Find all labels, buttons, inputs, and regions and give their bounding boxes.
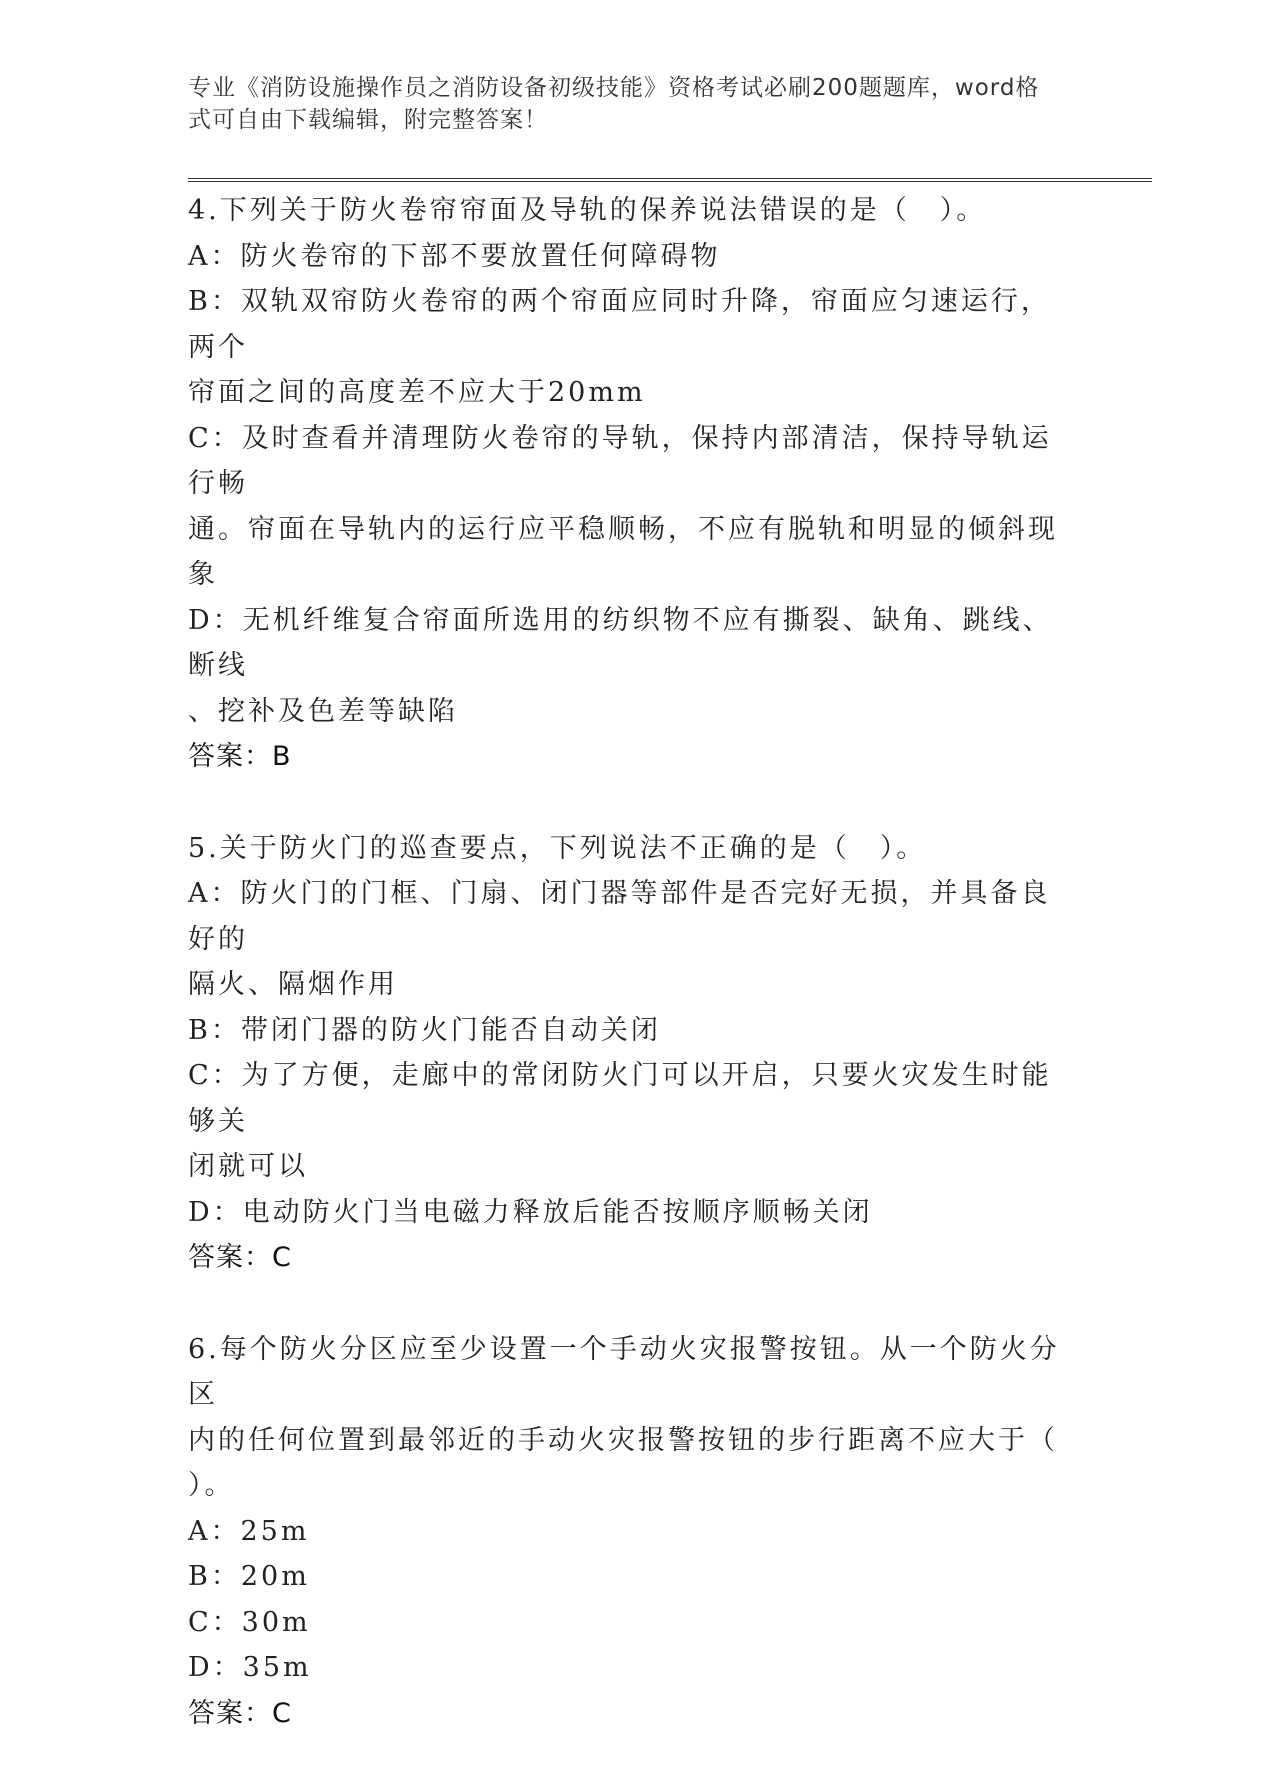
header-line-2: 式可自由下载编辑，附完整答案！ <box>188 107 548 133</box>
option-d-continued: 、挖补及色差等缺陷 <box>188 695 458 727</box>
answer-label: 答案：C <box>188 1242 292 1273</box>
option-b: B：双轨双帘防火卷帘的两个帘面应同时升降，帘面应匀速运行，两个 <box>188 286 1051 363</box>
option-c: C：及时查看并清理防火卷帘的导轨，保持内部清洁，保持导轨运行畅 <box>188 422 1052 499</box>
option-a: A：25m <box>188 1515 310 1547</box>
question-list <box>188 188 1068 1782</box>
option-b: B：带闭门器的防火门能否自动关闭 <box>188 1014 661 1046</box>
option-a: A：防火门的门框、门扇、闭门器等部件是否完好无损，并具备良好的 <box>188 878 1051 955</box>
option-b-continued: 帘面之间的高度差不应大于20mm <box>188 377 646 408</box>
question-6 <box>188 1327 1068 1737</box>
option-c-continued: 通。帘面在导轨内的运行应平稳顺畅，不应有脱轨和明显的倾斜现象 <box>188 513 1058 590</box>
question-4 <box>188 188 1068 780</box>
answer-label: 答案：B <box>188 741 292 772</box>
question-5 <box>188 826 1068 1281</box>
option-d: D：35m <box>188 1652 312 1683</box>
option-a-continued: 隔火、隔烟作用 <box>188 969 398 1000</box>
document-header <box>188 72 1068 136</box>
option-c: C：30m <box>188 1606 311 1638</box>
option-b: B：20m <box>188 1561 310 1592</box>
option-c: C：为了方便，走廊中的常闭防火门可以开启，只要火灾发生时能够关 <box>188 1060 1052 1137</box>
question-stem-end: ）。 <box>188 1470 235 1501</box>
question-stem: 6.每个防火分区应至少设置一个手动火灾报警按钮。从一个防火分区 <box>188 1333 1060 1410</box>
answer-label: 答案：C <box>188 1697 292 1729</box>
header-line-1: 专业《消防设施操作员之消防设备初级技能》资格考试必刷200题题库，word格 <box>188 75 1040 101</box>
header-divider <box>188 178 1152 182</box>
question-stem: 5.关于防火门的巡查要点，下列说法不正确的是（ ）。 <box>188 832 927 864</box>
question-stem: 4.下列关于防火卷帘帘面及导轨的保养说法错误的是（ ）。 <box>188 195 987 226</box>
question-stem-continued: 内的任何位置到最邻近的手动火灾报警按钮的步行距离不应大于（ <box>188 1424 1058 1456</box>
option-d: D：电动防火门当电磁力释放后能否按顺序顺畅关闭 <box>188 1196 873 1228</box>
option-d: D：无机纤维复合帘面所选用的纺织物不应有撕裂、缺角、跳线、断线 <box>188 604 1053 681</box>
option-c-continued: 闭就可以 <box>188 1151 308 1182</box>
option-a: A：防火卷帘的下部不要放置任何障碍物 <box>188 240 721 272</box>
